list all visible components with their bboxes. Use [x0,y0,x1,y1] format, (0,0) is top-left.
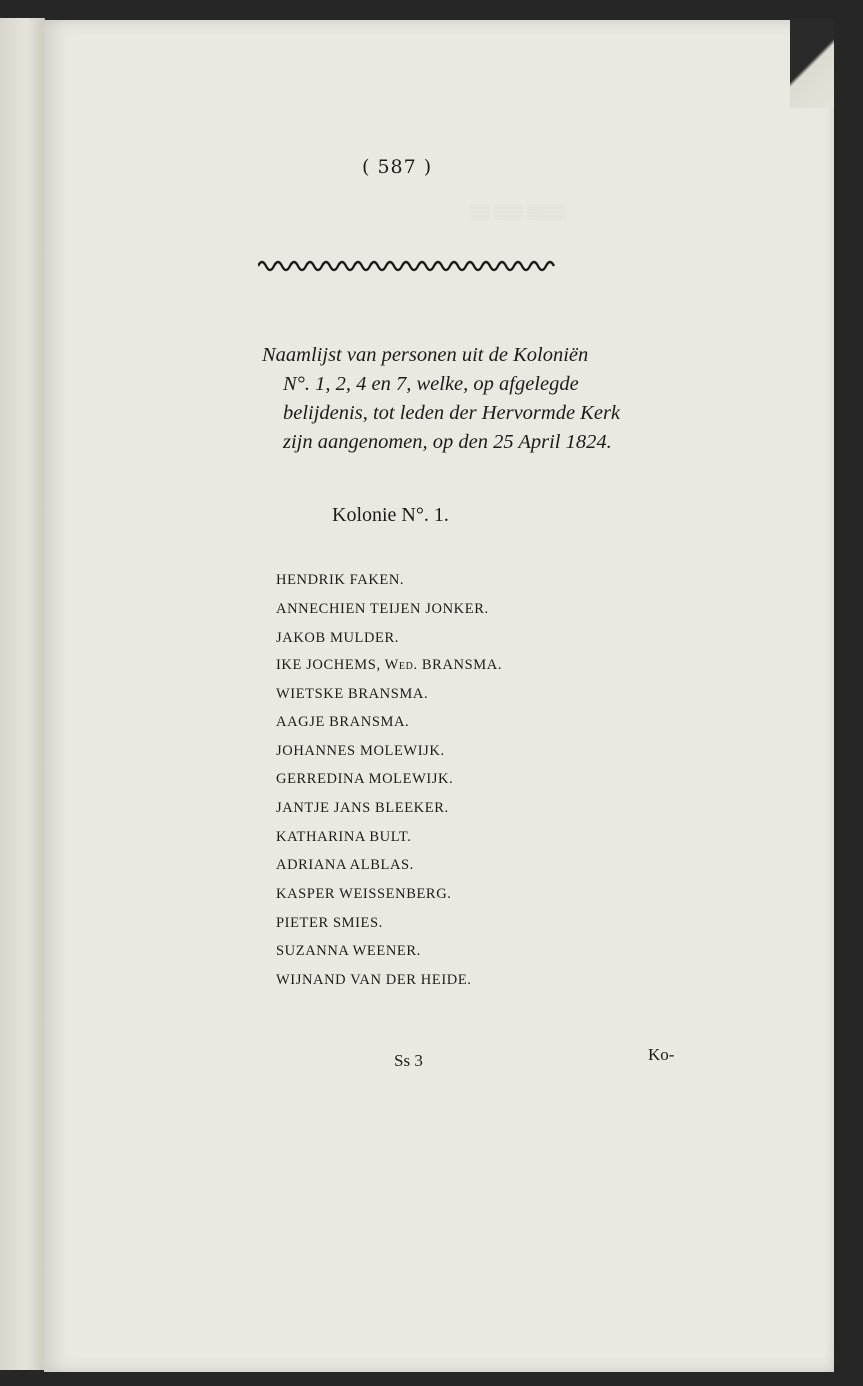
name-entry: KATHARINA BULT. [276,829,412,845]
facing-page-edge [0,18,45,1370]
catchword: Ko- [648,1045,675,1064]
show-through-text: ▒▒▒▒ ▒▒▒ ▒▒ [470,205,567,220]
name-entry: IKE JOCHEMS, Wed. BRANSMA. [276,657,503,673]
heading-line-1: Naamlijst van personen uit de Koloniën [262,344,589,366]
name-entry: WIETSKE BRANSMA. [276,686,429,702]
name-entry: JAKOB MULDER. [276,630,399,646]
page-number: ( 587 ) [362,156,433,178]
name-entry: ANNECHIEN TEIJEN JONKER. [276,601,489,617]
name-entry: SUZANNA WEENER. [276,943,421,959]
heading-line-2: N°. 1, 2, 4 en 7, welke, op afgelegde [283,373,579,395]
name-entry: JOHANNES MOLEWIJK. [276,743,445,759]
name-entry: KASPER WEISSENBERG. [276,886,452,902]
name-entry: ADRIANA ALBLAS. [276,857,414,873]
name-entry: WIJNAND VAN DER HEIDE. [276,972,472,988]
decorative-wavy-rule [258,256,558,272]
name-entry: AAGJE BRANSMA. [276,714,410,730]
heading-line-3: belijdenis, tot leden der Hervormde Kerk [283,402,621,424]
page-corner [790,18,834,108]
book-page [44,20,834,1372]
name-entry: GERREDINA MOLEWIJK. [276,771,454,787]
name-entry: PIETER SMIES. [276,915,383,931]
signature-mark: Ss 3 [394,1051,423,1070]
heading-line-4: zijn aangenomen, op den 25 April 1824. [283,431,612,453]
name-entry: HENDRIK FAKEN. [276,572,405,588]
name-entry: JANTJE JANS BLEEKER. [276,800,449,816]
section-heading: Kolonie N°. 1. [332,504,449,526]
